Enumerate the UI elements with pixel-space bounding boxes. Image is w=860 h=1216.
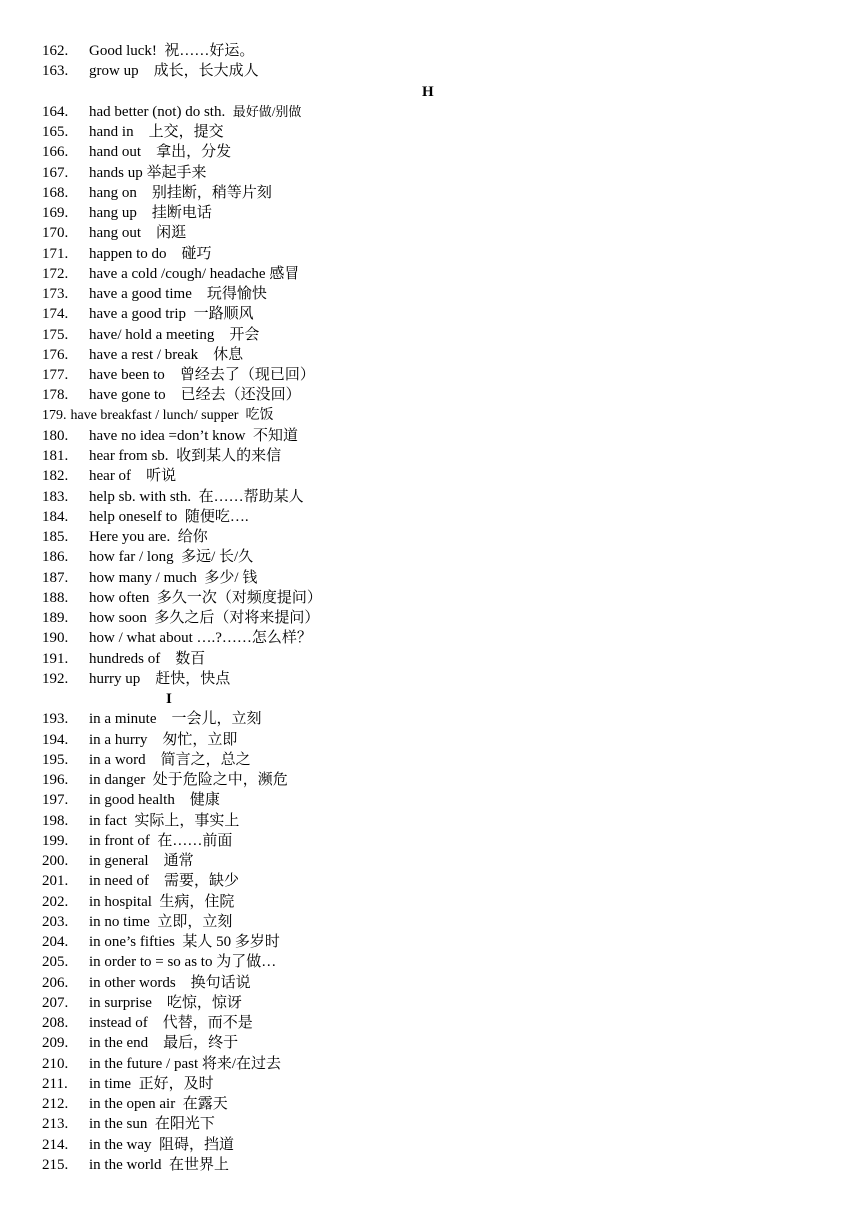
item-definition: 吃饭 <box>245 407 274 423</box>
list-item <box>42 649 822 669</box>
item-phrase: grow up <box>89 63 139 80</box>
item-spacer <box>137 205 152 221</box>
item-number: 186. <box>42 549 69 566</box>
item-phrase: in hospital <box>89 893 152 910</box>
item-number: 174. <box>42 306 69 323</box>
item-definition: 随便吃…. <box>184 508 249 525</box>
item-definition: 多少/ 钱 <box>204 569 258 586</box>
list-item <box>42 122 822 142</box>
list-item <box>42 932 822 952</box>
list-item <box>42 183 822 203</box>
item-definition: 举起手来 <box>146 164 207 181</box>
item-number: 164. <box>42 103 69 120</box>
list-item <box>42 406 822 426</box>
item-definition: 上交，提交 <box>148 124 224 140</box>
item-phrase: have a cold /cough/ headache <box>89 265 266 282</box>
item-spacer <box>145 772 153 788</box>
list-item <box>42 446 822 466</box>
item-spacer <box>165 367 180 383</box>
item-phrase: had better (not) do sth. <box>89 103 226 120</box>
list-item <box>42 264 822 284</box>
item-phrase: have breakfast / lunch/ supper <box>70 407 239 423</box>
item-phrase: how soon <box>89 610 147 626</box>
list-item <box>42 304 822 324</box>
item-spacer <box>170 529 178 545</box>
item-definition: 别挂断，稍等片刻 <box>151 184 272 201</box>
item-number: 184. <box>42 508 69 525</box>
list-item <box>42 244 822 264</box>
list-item <box>42 1094 822 1114</box>
item-number: 185. <box>42 529 69 545</box>
item-phrase: in general <box>89 853 149 869</box>
item-phrase: hands up <box>89 164 143 181</box>
list-item <box>42 507 822 527</box>
item-definition: 休息 <box>213 346 244 363</box>
list-item <box>42 325 822 345</box>
item-number: 165. <box>42 124 69 140</box>
list-item <box>42 811 822 831</box>
item-definition: 立即，立刻 <box>157 913 233 930</box>
list-item <box>42 426 822 446</box>
list-item <box>42 750 822 770</box>
item-phrase: Here you are. <box>89 529 171 545</box>
list-item <box>42 1114 822 1134</box>
item-number: 182. <box>42 468 69 485</box>
item-definition: 在……帮助某人 <box>198 488 304 505</box>
item-number: 162. <box>42 43 69 59</box>
item-number: 195. <box>42 751 69 768</box>
list-item <box>42 851 822 871</box>
list-item <box>42 284 822 304</box>
list-item <box>42 1155 822 1175</box>
item-definition: 一会儿，立刻 <box>171 711 262 728</box>
item-number: 179. <box>42 407 67 423</box>
item-spacer <box>225 104 233 120</box>
item-phrase: in the future / past <box>89 1055 199 1072</box>
item-spacer <box>166 387 181 403</box>
item-definition: 拿出，分发 <box>156 144 232 161</box>
item-definition: 生病，住院 <box>159 893 235 910</box>
item-definition: 健康 <box>189 792 220 809</box>
item-spacer <box>151 1137 159 1153</box>
list-item <box>42 223 822 243</box>
item-number: 168. <box>42 184 69 201</box>
item-definition: 碰巧 <box>181 245 212 262</box>
phrase-list <box>42 41 822 1175</box>
item-spacer <box>152 995 167 1011</box>
list-item <box>42 973 822 993</box>
section-heading: I <box>166 691 172 707</box>
item-definition: 曾经去了（现已回） <box>179 367 315 383</box>
item-phrase: hundreds of <box>89 650 161 667</box>
item-definition: 玩得愉快 <box>206 286 267 302</box>
item-phrase: in time <box>89 1075 132 1092</box>
item-phrase: how far / long <box>89 549 174 566</box>
list-item <box>42 892 822 912</box>
item-phrase: happen to do <box>89 245 167 262</box>
item-number: 208. <box>42 1015 69 1031</box>
item-phrase: Good luck! <box>89 43 157 59</box>
list-item <box>42 163 822 183</box>
list-item <box>42 203 822 223</box>
item-number: 177. <box>42 367 69 383</box>
item-phrase: hear of <box>89 468 132 485</box>
item-spacer <box>192 286 207 302</box>
item-number: 197. <box>42 792 69 809</box>
list-item <box>42 466 822 486</box>
list-item <box>42 790 822 810</box>
item-phrase: in order to = so as to <box>89 954 213 971</box>
item-number: 188. <box>42 589 69 606</box>
item-definition: 在……前面 <box>157 832 233 849</box>
list-item <box>42 1033 822 1053</box>
item-definition: 在世界上 <box>169 1156 230 1173</box>
list-item <box>42 831 822 851</box>
item-definition: ……怎么样？ <box>221 630 312 647</box>
item-phrase: help sb. with sth. <box>89 488 192 505</box>
item-definition: 吃惊，惊讶 <box>166 994 242 1011</box>
item-spacer <box>149 873 164 889</box>
list-item <box>42 41 822 61</box>
list-item <box>42 1074 822 1094</box>
item-phrase: help oneself to <box>89 508 178 525</box>
item-spacer <box>137 185 152 201</box>
item-phrase: have a rest / break <box>89 346 199 363</box>
item-definition: 已经去（还没回） <box>180 387 301 404</box>
item-number: 206. <box>42 974 69 991</box>
item-number: 214. <box>42 1136 69 1153</box>
list-item <box>42 912 822 932</box>
item-definition: 闲逛 <box>156 225 187 242</box>
item-definition: 最好做/别做 <box>232 103 302 119</box>
item-spacer <box>149 853 164 869</box>
list-item <box>42 588 822 608</box>
item-spacer <box>191 489 199 505</box>
item-spacer <box>147 1116 155 1132</box>
item-number: 163. <box>42 63 69 80</box>
item-definition: 数百 <box>175 650 206 667</box>
item-number: 209. <box>42 1035 69 1052</box>
item-number: 169. <box>42 205 69 221</box>
item-number: 204. <box>42 934 69 950</box>
item-spacer <box>141 225 156 241</box>
list-item <box>42 1135 822 1155</box>
list-item <box>42 527 822 547</box>
item-definition: 最后，终于 <box>163 1035 239 1052</box>
item-number: 207. <box>42 994 69 1011</box>
item-spacer <box>186 306 194 322</box>
item-number: 172. <box>42 265 69 282</box>
item-phrase: in the sun <box>89 1116 148 1133</box>
item-phrase: have/ hold a meeting <box>89 326 215 343</box>
item-number: 201. <box>42 873 69 890</box>
item-definition: 成长，长大成人 <box>153 63 259 80</box>
item-definition: 换句话说 <box>190 974 251 991</box>
item-number: 192. <box>42 670 69 687</box>
section-heading: H <box>422 83 434 100</box>
item-number: 199. <box>42 832 69 849</box>
item-phrase: have gone to <box>89 387 166 404</box>
list-item <box>42 628 822 648</box>
item-definition: 阻碍，挡道 <box>158 1136 234 1153</box>
list-item <box>42 385 822 405</box>
item-phrase: hand in <box>89 124 134 140</box>
item-phrase: in good health <box>89 792 175 809</box>
item-phrase: have a good trip <box>89 306 187 323</box>
item-phrase: in the open air <box>89 1096 176 1112</box>
item-phrase: have been to <box>89 367 165 383</box>
item-spacer <box>174 549 182 565</box>
item-phrase: hurry up <box>89 670 141 687</box>
item-number: 187. <box>42 569 69 586</box>
item-number: 200. <box>42 853 69 869</box>
item-definition: 处于危险之中，濒危 <box>152 772 288 788</box>
list-item <box>42 871 822 891</box>
list-item <box>42 61 822 81</box>
list-item <box>42 1013 822 1033</box>
item-number: 167. <box>42 164 69 181</box>
item-definition: 在阳光下 <box>154 1116 215 1133</box>
item-number: 180. <box>42 427 69 444</box>
list-item <box>42 102 822 122</box>
item-phrase: in danger <box>89 772 146 788</box>
item-definition: 需要，缺少 <box>163 873 239 890</box>
item-definition: 匆忙，立即 <box>162 731 238 748</box>
item-definition: 将来/在过去 <box>201 1055 282 1072</box>
item-number: 171. <box>42 245 69 262</box>
item-definition: 感冒 <box>269 265 300 282</box>
item-number: 176. <box>42 346 69 363</box>
item-phrase: in other words <box>89 974 176 991</box>
item-number: 166. <box>42 144 69 161</box>
item-number: 202. <box>42 893 69 910</box>
item-phrase: how often <box>89 589 150 606</box>
item-spacer <box>160 651 175 667</box>
item-spacer <box>214 327 229 343</box>
list-item <box>42 487 822 507</box>
item-phrase: in fact <box>89 812 127 829</box>
item-phrase: hang up <box>89 205 137 221</box>
item-definition: 给你 <box>177 529 208 545</box>
item-definition: 不知道 <box>252 427 298 444</box>
item-phrase: in no time <box>89 913 150 930</box>
item-number: 178. <box>42 387 69 404</box>
item-spacer <box>175 792 190 808</box>
item-spacer <box>134 124 149 140</box>
item-number: 210. <box>42 1055 69 1072</box>
item-phrase: in the end <box>89 1035 149 1052</box>
item-definition: 通常 <box>163 853 194 869</box>
item-phrase: hear from sb. <box>89 448 169 464</box>
item-spacer <box>169 448 177 464</box>
item-phrase: hang out <box>89 225 142 242</box>
list-item <box>42 345 822 365</box>
item-definition: 一路顺风 <box>193 306 254 323</box>
item-spacer <box>148 1035 163 1051</box>
item-spacer <box>149 590 157 606</box>
item-definition: 祝……好运。 <box>164 43 255 59</box>
item-number: 183. <box>42 488 69 505</box>
item-definition: 简言之，总之 <box>160 751 251 768</box>
item-phrase: in a minute <box>89 711 157 728</box>
item-phrase: in one’s fifties <box>89 934 175 950</box>
item-phrase: in a hurry <box>89 731 148 748</box>
item-phrase: in the way <box>89 1136 152 1153</box>
item-phrase: in a word <box>89 751 146 768</box>
list-item <box>42 669 822 689</box>
item-spacer <box>141 144 156 160</box>
item-spacer <box>146 752 161 768</box>
item-number: 173. <box>42 286 69 302</box>
item-definition: 收到某人的来信 <box>176 448 282 464</box>
item-phrase: have a good time <box>89 286 192 302</box>
list-item <box>42 547 822 567</box>
item-number: 194. <box>42 731 69 748</box>
item-spacer <box>131 1076 139 1092</box>
item-spacer <box>176 975 191 991</box>
item-number: 211. <box>42 1075 68 1092</box>
item-spacer <box>177 509 185 525</box>
item-number: 213. <box>42 1116 69 1133</box>
item-definition: 正好，及时 <box>138 1075 214 1092</box>
item-spacer <box>148 1015 163 1031</box>
item-spacer <box>245 428 253 444</box>
item-number: 181. <box>42 448 69 464</box>
item-definition: 挂断电话 <box>151 205 212 221</box>
item-number: 205. <box>42 954 69 971</box>
list-item <box>42 1054 822 1074</box>
item-phrase: in the world <box>89 1156 162 1173</box>
item-number: 198. <box>42 812 69 829</box>
item-phrase: in surprise <box>89 994 152 1011</box>
list-item <box>42 142 822 162</box>
item-spacer <box>147 732 162 748</box>
item-number: 189. <box>42 610 69 626</box>
item-phrase: in front of <box>89 832 150 849</box>
item-definition: 实际上，事实上 <box>134 812 240 829</box>
list-item <box>42 770 822 790</box>
item-phrase: hand out <box>89 144 142 161</box>
item-definition: 赶快，快点 <box>155 670 231 687</box>
item-definition: 听说 <box>146 468 177 485</box>
list-item <box>42 568 822 588</box>
item-phrase: how many / much <box>89 569 197 586</box>
item-phrase: instead of <box>89 1015 148 1031</box>
item-spacer <box>131 468 146 484</box>
item-phrase: hang on <box>89 184 137 201</box>
list-item <box>42 993 822 1013</box>
item-spacer <box>166 246 181 262</box>
item-definition: 多久一次（对频度提问） <box>156 589 322 606</box>
item-spacer <box>175 1096 183 1112</box>
list-item <box>42 709 822 729</box>
item-definition: 为了做… <box>216 954 277 971</box>
item-number: 170. <box>42 225 69 242</box>
item-number: 190. <box>42 630 69 647</box>
list-item <box>42 730 822 750</box>
item-phrase: how / what about ….? <box>89 630 222 647</box>
item-number: 196. <box>42 772 69 788</box>
item-definition: 多久之后（对将来提问） <box>154 610 320 626</box>
item-definition: 多远/ 长/久 <box>181 549 254 566</box>
item-spacer <box>140 671 155 687</box>
item-phrase: in need of <box>89 873 149 890</box>
item-spacer <box>162 1157 170 1173</box>
item-spacer <box>139 63 154 79</box>
list-item <box>42 608 822 628</box>
item-spacer <box>198 347 213 363</box>
item-definition: 代替，而不是 <box>162 1015 253 1031</box>
item-number: 212. <box>42 1096 69 1112</box>
item-definition: 开会 <box>229 326 260 343</box>
item-number: 203. <box>42 913 69 930</box>
item-number: 193. <box>42 711 69 728</box>
item-spacer <box>157 711 172 727</box>
list-item <box>42 952 822 972</box>
item-definition: 在露天 <box>182 1096 228 1112</box>
item-definition: 某人 50 多岁时 <box>182 934 280 950</box>
list-item <box>42 365 822 385</box>
item-number: 215. <box>42 1156 69 1173</box>
item-number: 191. <box>42 650 69 667</box>
item-phrase: have no idea =don’t know <box>89 427 246 444</box>
item-number: 175. <box>42 326 69 343</box>
